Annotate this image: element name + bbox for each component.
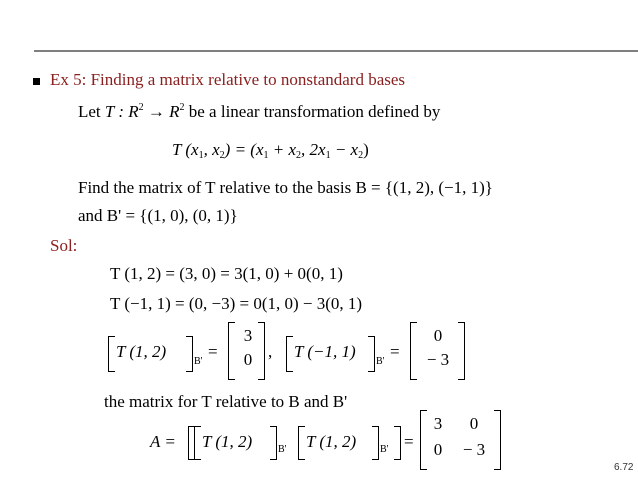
matrix-entry: 3: [433, 414, 443, 433]
left-bracket: [108, 336, 115, 372]
matrix-entry: 0: [433, 326, 443, 345]
top-divider: [34, 50, 638, 52]
basis-subscript: B': [194, 356, 203, 367]
right-bracket: [270, 426, 277, 460]
basis-subscript: B': [380, 444, 389, 455]
basis-subscript: B': [278, 444, 287, 455]
right-bracket: [186, 336, 193, 372]
right-bracket: [258, 322, 265, 380]
equals-sign: =: [208, 342, 218, 361]
matrix-entry: 0: [433, 440, 443, 459]
left-bracket: [410, 322, 417, 380]
outer-right-bracket: [394, 426, 401, 460]
left-bracket: [228, 322, 235, 380]
left-bracket: [286, 336, 293, 372]
basis-b-prime: and B' = {(1, 0), (0, 1)}: [78, 206, 238, 225]
equation-1: T (1, 2) = (3, 0) = 3(1, 0) + 0(0, 1): [110, 264, 343, 283]
equals-sign: =: [390, 342, 400, 361]
bullet-marker: [33, 78, 40, 85]
comma: ,: [268, 342, 273, 361]
basis-subscript: B': [376, 356, 385, 367]
right-bracket: [458, 322, 465, 380]
column-1: T (1, 2): [202, 432, 253, 451]
equation-2: T (−1, 1) = (0, −3) = 0(1, 0) − 3(0, 1): [110, 294, 363, 313]
intro-line: Let T : $R^2 \to R^2$ be a linear transformation defined by: [78, 102, 441, 121]
left-bracket: [420, 410, 427, 470]
left-bracket: [298, 426, 305, 460]
right-bracket: [494, 410, 501, 470]
matrix-a-label: A =: [150, 432, 176, 451]
find-statement: Find the matrix of T relative to the basis B = {(1, 2), (−1, 1)}: [78, 178, 493, 197]
right-bracket: [368, 336, 375, 372]
matrix-statement: the matrix for T relative to B and B': [104, 392, 348, 411]
example-title: Ex 5: Finding a matrix relative to nonstandard bases: [50, 70, 406, 89]
equals-sign: =: [404, 432, 414, 451]
solution-label: Sol:: [50, 236, 78, 255]
matrix-entry: − 3: [462, 440, 486, 459]
right-bracket: [372, 426, 379, 460]
page-number: 6.72: [614, 462, 634, 473]
transformation-definition: T ($x_1$, $x_2) = (x_1 + x_2$, $2x_1 - x_2$): [172, 140, 369, 161]
coord-label: T (−1, 1): [294, 342, 356, 361]
coord-label: T (1, 2): [116, 342, 167, 361]
matrix-entry: 3: [243, 326, 253, 345]
matrix-entry: 0: [469, 414, 479, 433]
matrix-entry: 0: [243, 350, 253, 369]
column-2: T (1, 2): [306, 432, 357, 451]
left-bracket: [194, 426, 201, 460]
matrix-entry: − 3: [426, 350, 450, 369]
